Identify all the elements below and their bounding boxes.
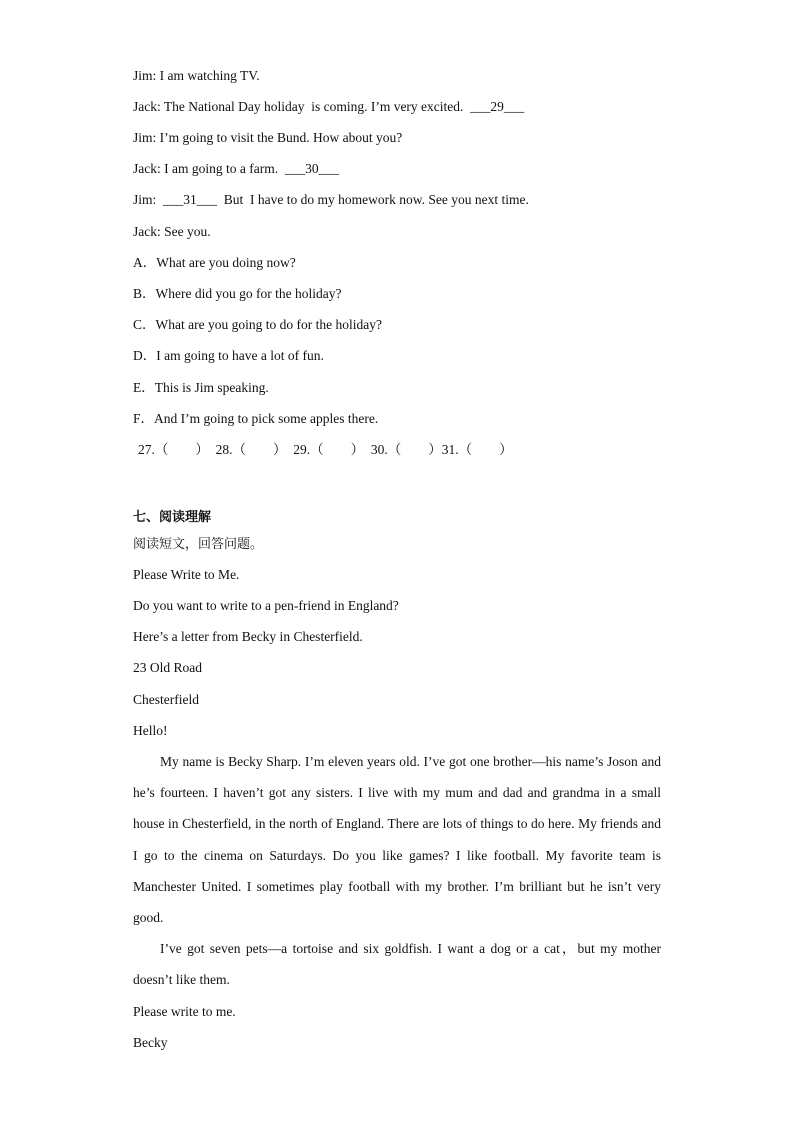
letter-signature: Becky [133,1035,168,1050]
letter-address-line-2: Chesterfield [133,692,199,707]
dialogue-line-4 [133,160,339,178]
dialogue-line-2 [133,98,524,116]
option-b: B．Where did you go for the holiday? [133,286,342,301]
section-heading: 七、阅读理解 [133,510,212,525]
dialogue-line-5-rest: But I have to do my homework now. See you next time. [217,192,529,207]
blank-30: ___30___ [284,161,339,176]
option-e: E．This is Jim speaking. [133,380,269,395]
dialogue-line-4-text: Jack: I am going to a farm. [133,161,285,176]
letter-closing: Please write to me. [133,1004,236,1019]
letter-paragraph-1-text: My name is Becky Sharp. I’m eleven years old. I’ve got one brother—his name’s Joson and he’s fourteen. I haven’t got any sisters. I live with my mum and dad and grandma in a small house in Chesterfield, in the north of England. There are lots of things to do here. My friends and I go to the cinema on Saturdays. Do you like games? I like football. My favorite team is Manchester United. I sometimes play football with my brother. I’m brilliant but he isn’t very good. [133,754,661,926]
dialogue-line-5-text: Jim: [133,192,164,207]
option-a: A．What are you doing now? [133,255,296,270]
answer-blanks: 27.（ ） 28.（ ） 29.（ ） 30.（ ）31.（ ） [138,442,513,457]
dialogue-line-5 [133,191,529,209]
letter-paragraph-2 [133,933,661,995]
passage-title: Please Write to Me. [133,567,240,582]
section-instruction: 阅读短文，回答问题。 [133,537,264,552]
passage-intro-1: Do you want to write to a pen-friend in England? [133,598,399,613]
option-c: C．What are you going to do for the holiday? [133,317,382,332]
letter-greeting: Hello! [133,723,168,738]
letter-paragraph-2-text: I’ve got seven pets—a tortoise and six goldfish. I want a dog or a cat，but my mother doesn’t like them. [133,941,661,988]
blank-31: ___31___ [163,192,218,207]
dialogue-line-6: Jack: See you. [133,224,211,239]
option-f: F．And I’m going to pick some apples there. [133,411,379,426]
blank-29: ___29___ [470,99,525,114]
dialogue-line-2-text: Jack: The National Day holiday is coming. I’m very excited. [133,99,471,114]
option-d: D．I am going to have a lot of fun. [133,348,324,363]
dialogue-line-1: Jim: I am watching TV. [133,68,260,83]
dialogue-line-3: Jim: I’m going to visit the Bund. How about you? [133,130,403,145]
passage-intro-2: Here’s a letter from Becky in Chesterfield. [133,629,363,644]
letter-address-line-1: 23 Old Road [133,660,202,675]
letter-paragraph-1 [133,746,661,933]
